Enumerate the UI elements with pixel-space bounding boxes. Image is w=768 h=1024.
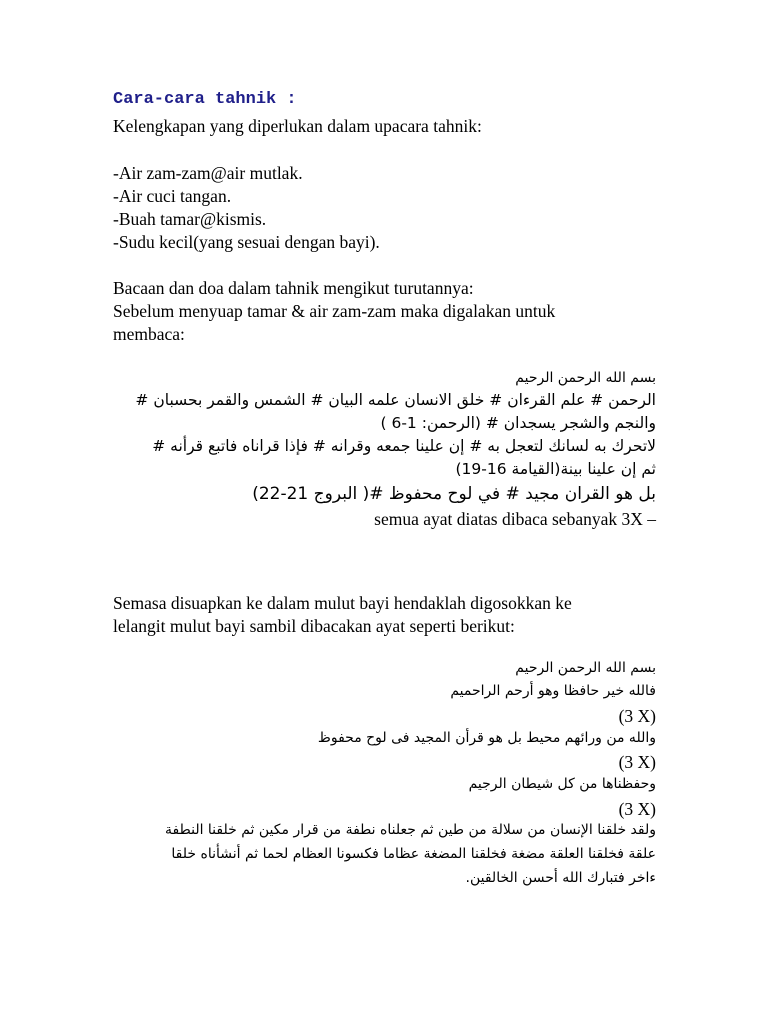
repeat-count: (3 X) [618, 799, 656, 819]
section1-desc: Sebelum menyuap tamar & air zam-zam maka digalakan untuk [113, 301, 556, 321]
section1-note: semua ayat diatas dibaca sebanyak 3X – [374, 509, 656, 529]
arabic-verse: الرحمن # علم القرءان # خلق الانسان علمه البيان # الشمس والقمر بحسبان # [135, 391, 656, 409]
arabic-verse: ولقد خلقنا الإنسان من سلالة من طين ثم جعلناه نطفة من قرار مكين ثم خلقنا النطفة [165, 822, 656, 838]
intro-text: Kelengkapan yang diperlukan dalam upacara tahnik: [113, 116, 482, 136]
arabic-verse: وحفظناها من كل شيطان الرجيم [468, 776, 656, 792]
list-item: -Sudu kecil(yang sesuai dengan bayi). [113, 232, 380, 252]
list-item: -Air zam-zam@air mutlak. [113, 163, 303, 183]
arabic-verse: ثم إن علينا بينة(القيامة 16-19) [455, 460, 656, 478]
arabic-verse: ءاخر فتبارك الله أحسن الخالقين. [465, 870, 656, 886]
arabic-verse: بسم الله الرحمن الرحيم [515, 660, 656, 676]
section2-desc: lelangit mulut bayi sambil dibacakan ayat seperti berikut: [113, 616, 515, 636]
list-item: -Buah tamar@kismis. [113, 209, 267, 229]
arabic-verse: لاتحرك به لسانك لتعجل به # إن علينا جمعه وقرانه # فإذا قراناه فاتبع قرأنه # [152, 437, 656, 455]
repeat-count: (3 X) [618, 752, 656, 772]
page-title: Cara-cara tahnik : [113, 90, 297, 109]
list-item: -Air cuci tangan. [113, 186, 232, 206]
arabic-verse: والنجم والشجر يسجدان # (الرحمن: 1-6 ) [380, 414, 656, 432]
arabic-verse: علقة فخلقنا العلقة مضغة فخلقنا المضغة عظاما فكسونا العظام لحما ثم أنشأناه خلقا [171, 846, 656, 862]
arabic-verse: بل هو القران مجيد # في لوح محفوظ #( البروج 21-22) [252, 484, 656, 504]
section1-title: Bacaan dan doa dalam tahnik mengikut turutannya: [113, 278, 474, 298]
section1-desc: membaca: [113, 324, 185, 344]
arabic-verse: بسم الله الرحمن الرحيم [515, 370, 656, 386]
section2-desc: Semasa disuapkan ke dalam mulut bayi hendaklah digosokkan ke [113, 593, 572, 613]
repeat-count: (3 X) [618, 706, 656, 726]
arabic-verse: والله من ورائهم محيط بل هو قرأن المجيد فى لوح محفوظ [317, 730, 656, 746]
arabic-verse: فالله خير حافظا وهو أرحم الراحميم [450, 683, 656, 699]
